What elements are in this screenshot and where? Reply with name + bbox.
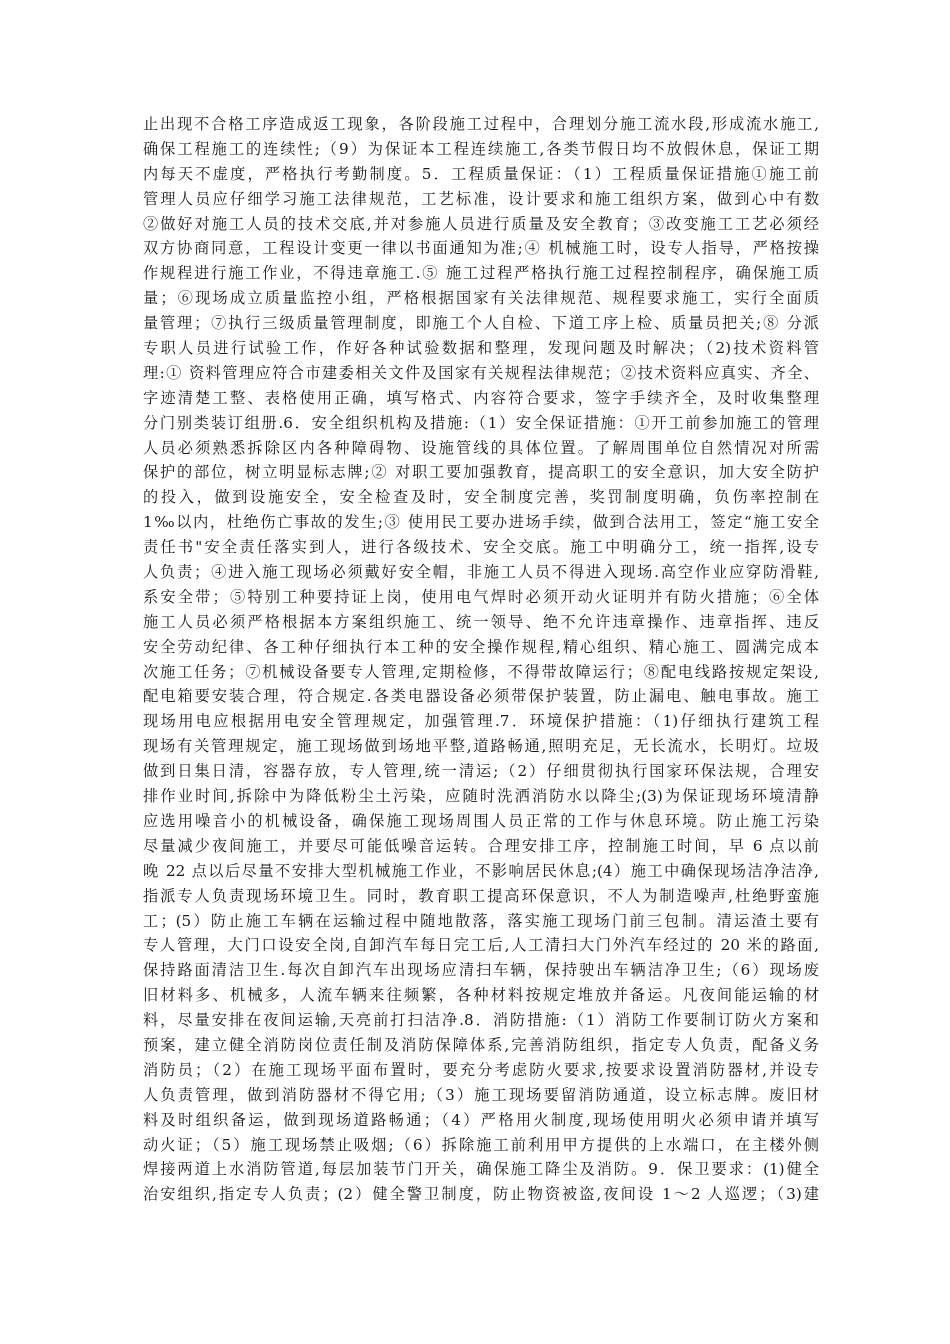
text-line: 次施工任务；⑦机械设备要专人管理,定期检修，不得带故障运行；⑧配电线路按规定架设, — [143, 662, 819, 681]
text-line: 内每天不虚度，严格执行考勤制度。5．工程质量保证：（1）工程质量保证措施①施工前 — [143, 164, 819, 183]
text-line: 安全劳动纪律、各工种仔细执行本工种的安全操作规程,精心组织、精心施工、圆满完成本 — [143, 637, 819, 656]
text-line: 责任书"安全责任落实到人，进行各级技术、安全交底。施工中明确分工，统一指挥,设专 — [143, 538, 819, 557]
text-line: 工；(5）防止施工车辆在运输过程中随地散落，落实施工现场门前三包制。清运渣土要有 — [143, 911, 819, 930]
text-line: 理:① 资料管理应符合市建委相关文件及国家有关规程法律规范；②技术资料应真实、齐全、 — [143, 363, 819, 382]
text-line: 料及时组织备运，做到现场道路畅通；（4）严格用火制度,现场使用明火必须申请并填写 — [143, 1110, 819, 1129]
text-line: ②做好对施工人员的技术交底,并对参施人员进行质量及安全教育；③改变施工工艺必须经 — [143, 214, 819, 233]
text-line: 做到日集日清，容器存放，专人管理,统一清运;（2）仔细贯彻执行国家环保法规，合理安 — [143, 762, 819, 781]
text-line: 作规程进行施工作业，不得违章施工.⑤ 施工过程严格执行施工过程控制程序，确保施工质 — [143, 264, 819, 283]
text-line: 管理人员应仔细学习施工法律规范，工艺标准，设计要求和施工组织方案，做到心中有数 — [143, 189, 819, 208]
text-line: 晚 22 点以后尽量不安排大型机械施工作业，不影响居民休息;(4）施工中确保现场洁净洁净, — [143, 861, 819, 880]
text-line: 现场有关管理规定，施工现场做到场地平整,道路畅通,照明充足，无长流水，长明灯。垃圾 — [143, 737, 819, 756]
text-line: 应选用噪音小的机械设备，确保施工现场周围人员正常的工作与休息环境。防止施工污染 — [143, 811, 819, 830]
text-line: 旧材料多、机械多，人流车辆来往频繁，各种材料按规定堆放并备运。凡夜间能运输的材 — [143, 986, 819, 1005]
text-line: 双方协商同意，工程设计变更一律以书面通知为准;④ 机械施工时，设专人指导，严格按操 — [143, 239, 819, 258]
text-line: 人员必须熟悉拆除区内各种障碍物、设施管线的具体位置。了解周围单位自然情况对所需 — [143, 438, 819, 457]
text-line: 消防员；（2）在施工现场平面布置时，要充分考虑防火要求,按要求设置消防器材,并设专 — [143, 1060, 819, 1079]
text-line: 动火证；（5）施工现场禁止吸烟;（6）拆除施工前利用甲方提供的上水端口，在主楼外侧 — [143, 1135, 819, 1154]
text-line: 预案，建立健全消防岗位责任制及消防保障体系,完善消防组织，指定专人负责，配备义务 — [143, 1035, 819, 1054]
text-line: 字迹清楚工整、表格使用正确，填写格式、内容符合要求，签字手续齐全，及时收集整理 — [143, 388, 819, 407]
text-line: 量；⑥现场成立质量监控小组，严格根据国家有关法律规范、规程要求施工，实行全面质 — [143, 289, 819, 308]
text-line: 施工人员必须严格根据本方案组织施工、统一领导、绝不允许违章操作、违章指挥、违反 — [143, 612, 819, 631]
text-line: 专人管理，大门口设安全岗,自卸汽车每日完工后,人工清扫大门外汽车经过的 20 米的路面, — [143, 936, 819, 955]
text-line: 保持路面清洁卫生.每次自卸汽车出现场应清扫车辆，保持驶出车辆洁净卫生;（6）现场废 — [143, 961, 819, 980]
body-text — [143, 112, 819, 1207]
text-line: 配电箱要安装合理，符合规定.各类电器设备必须带保护装置，防止漏电、触电事故。施工 — [143, 687, 819, 706]
text-line: 专职人员进行试验工作，作好各种试验数据和整理，发现问题及时解决；（2)技术资料管 — [143, 339, 819, 358]
text-line: 焊接两道上水消防管道,每层加装节门开关，确保施工降尘及消防。9．保卫要求：(1)健全 — [143, 1160, 819, 1179]
text-line: 治安组织,指定专人负责；(2）健全警卫制度，防止物资被盗,夜间设 1～2 人巡逻；（3)建 — [143, 1185, 819, 1204]
text-line: 量管理；⑦执行三级质量管理制度，即施工个人自检、下道工序上检、质量员把关;⑧ 分派 — [143, 314, 819, 333]
text-line: 保护的部位，树立明显标志牌;② 对职工要加强教育，提高职工的安全意识，加大安全防护 — [143, 463, 819, 482]
text-line: 的投入，做到设施安全，安全检查及时，安全制度完善，奖罚制度明确，负伤率控制在 — [143, 488, 819, 507]
text-line: 1‰以内，杜绝伤亡事故的发生;③ 使用民工要办进场手续，做到合法用工，签定“施工安全 — [143, 513, 819, 532]
text-line: 现场用电应根据用电安全管理规定，加强管理.7．环境保护措施：（1)仔细执行建筑工程 — [143, 712, 819, 731]
text-line: 系安全带；⑤特别工种要持证上岗，使用电气焊时必须开动火证明并有防火措施；⑥全体 — [143, 587, 819, 606]
text-line: 人负责管理，做到消防器材不得它用;（3）施工现场要留消防通道，设立标志牌。废旧材 — [143, 1085, 819, 1104]
text-line: 尽量减少夜间施工，并要尽可能低噪音运转。合理安排工序，控制施工时间，早 6 点以前 — [143, 836, 819, 855]
text-line: 确保工程施工的连续性;（9）为保证本工程连续施工,各类节假日均不放假休息，保证工期 — [143, 139, 819, 158]
text-line: 人负责；④进入施工现场必须戴好安全帽，非施工人员不得进入现场.高空作业应穿防滑鞋, — [143, 563, 819, 582]
text-line: 料，尽量安排在夜间运输,天亮前打扫洁净.8．消防措施:（1）消防工作要制订防火方案和 — [143, 1011, 819, 1030]
text-line: 排作业时间,拆除中为降低粉尘土污染，应随时洗洒消防水以降尘;(3)为保证现场环境清静 — [143, 787, 819, 806]
text-line: 止出现不合格工序造成返工现象，各阶段施工过程中，合理划分施工流水段,形成流水施工, — [143, 115, 819, 133]
text-line: 指派专人负责现场环境卫生。同时，教育职工提高环保意识，不人为制造噪声,杜绝野蛮施 — [143, 886, 819, 905]
text-line: 分门别类装订组册.6．安全组织机构及措施:（1）安全保证措施：①开工前参加施工的管理 — [143, 413, 819, 432]
